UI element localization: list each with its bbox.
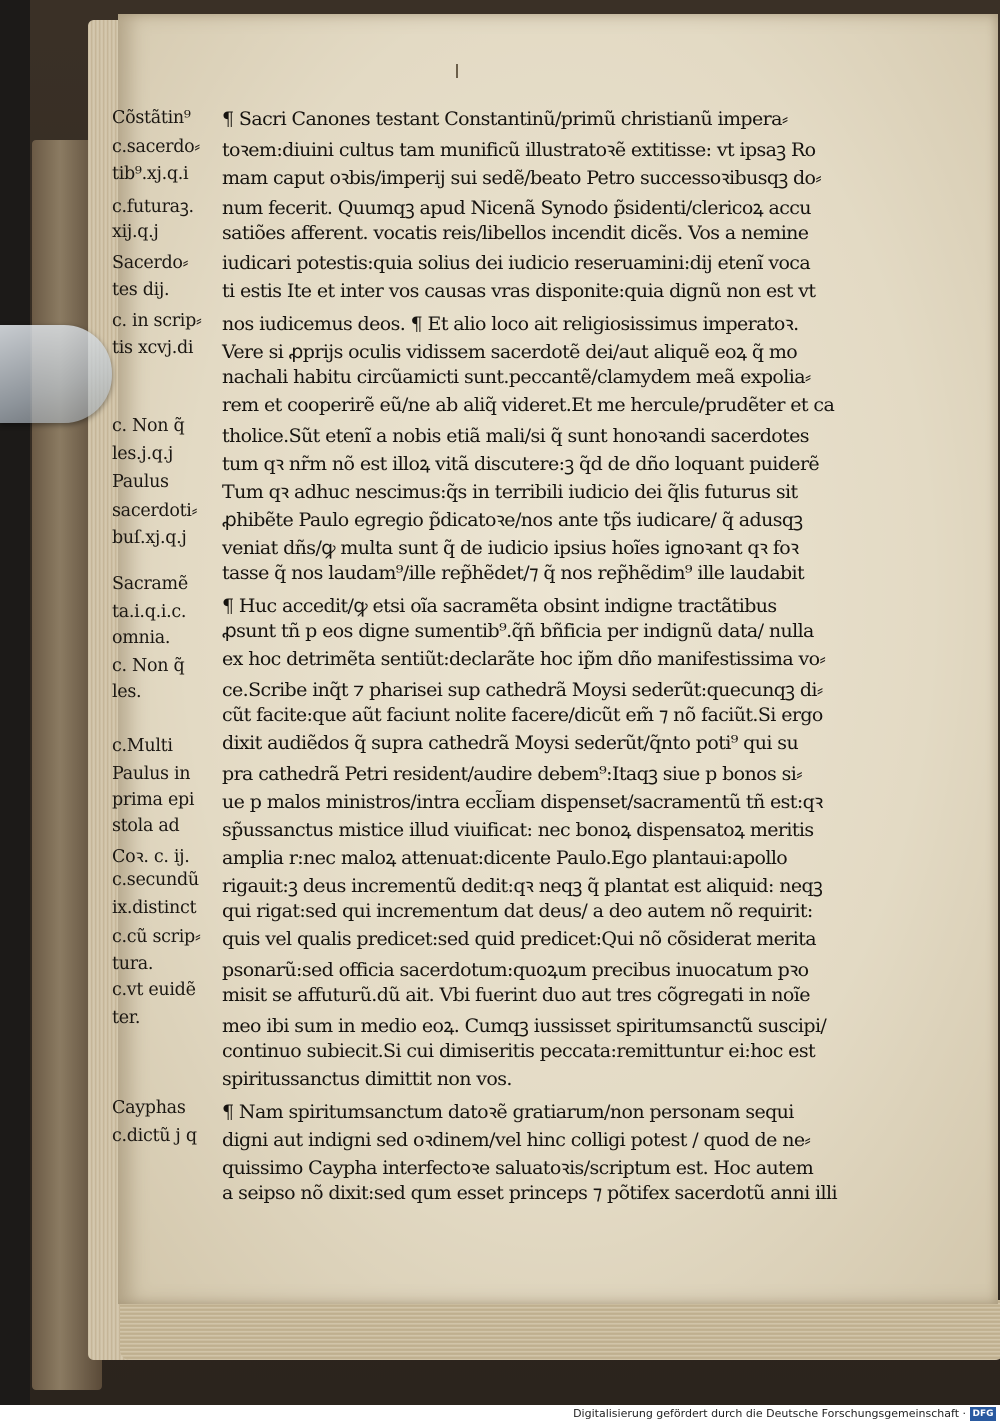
margin-note: tib⁹.xj.q.i: [112, 164, 189, 184]
page-mark: [456, 64, 458, 78]
text-line: quis vel qualis predicet:sed quid predicet:Qui nõ cõsiderat merita: [222, 928, 817, 950]
text-line: dixit audiẽdos q̃ supra cathedrã Moysi sederũt/q̃nto poti⁹ qui su: [222, 732, 799, 754]
text-line: misit se affuturũ.dũ ait. Vbi fuerint duo aut tres cõgregati in noĩe: [222, 984, 810, 1006]
red-library-stamp: [40, 810, 56, 865]
margin-note: Sacerdo⸗: [112, 253, 189, 273]
margin-note: Cõstãtin⁹: [112, 108, 191, 128]
text-line: ¶ Huc accedit/ꝙ etsi oĩa sacramẽta obsint indigne tractãtibus: [222, 595, 777, 617]
page-clip: [0, 325, 112, 423]
text-line: ti estis Ite et inter vos causas vras disponite:quia dignũ non est vt: [222, 280, 816, 302]
margin-note: c. Non q̃: [112, 656, 185, 676]
margin-note: c.futuraꝫ.: [112, 197, 194, 217]
margin-note: ter.: [112, 1008, 141, 1028]
margin-note: ta.i.q.i.c.: [112, 602, 187, 622]
text-line: veniat dñs/ꝙ multa sunt q̃ de iudicio ipsius hoĩes ignoꝛant qꝛ foꝛ: [222, 537, 799, 559]
margin-note: buſ.xj.q.j: [112, 528, 187, 548]
margin-note: sacerdoti⸗: [112, 501, 198, 521]
text-line: ex hoc detrimẽta sentiũt:declarãte hoc ip̃m dño manifestissima vo⸗: [222, 648, 826, 670]
text-line: satiões afferent. vocatis reis/libellos incendit dicẽs. Vos a nemine: [222, 222, 809, 244]
text-line: rem et cooperirẽ eũ/ne ab aliq̃ videret.Et me hercule/prudẽter et ca: [222, 394, 835, 416]
text-line: ce.Scribe inq̃t ⁊ pharisei sup cathedrã Moysi sederũt:quecunqꝫ di⸗: [222, 679, 823, 701]
text-line: toꝛem:diuini cultus tam munificũ illustratoꝛẽ extitisse: vt ipsaꝫ Ro: [222, 139, 816, 161]
text-line: mam caput oꝛbis/imperij sui sedẽ/beato Petro successoꝛibusqꝫ do⸗: [222, 167, 822, 189]
text-line: pra cathedrã Petri resident/audire debem⁹:Itaqꝫ siue p bonos si⸗: [222, 763, 802, 785]
margin-note: Cayphas: [112, 1098, 186, 1118]
page-edges-bottom: [120, 1300, 1000, 1360]
text-line: quissimo Caypha interfectoꝛe saluatoꝛis/scriptum est. Hoc autem: [222, 1157, 814, 1179]
margin-note: c.dictũ j q: [112, 1126, 197, 1146]
text-line: tasse q̃ nos laudam⁹/ille rep̃hẽdet/⁊ q̃ nos rep̃hẽdim⁹ ille laudabit: [222, 562, 805, 584]
margin-note: tis xcvj.di: [112, 338, 194, 358]
text-line: Vere si ꝓprijs oculis vidissem sacerdotẽ dei/aut aliquẽ eoꝝ q̃ mo: [222, 341, 798, 363]
text-line: spiritussanctus dimittit non vos.: [222, 1068, 512, 1090]
margin-note: tes dij.: [112, 280, 170, 300]
text-line: meo ibi sum in medio eoꝝ. Cumqꝫ iussisset spiritumsanctũ suscipi/: [222, 1015, 827, 1037]
text-line: digni aut indigni sed oꝛdinem/vel hinc colligi potest / quod de ne⸗: [222, 1129, 811, 1151]
margin-note: c. in scrip⸗: [112, 311, 202, 331]
margin-note: les.: [112, 682, 142, 702]
text-line: ꝓsunt tñ p eos digne sumentib⁹.q̃ñ bñficia per indignũ data/ nulla: [222, 620, 814, 642]
text-line: continuo subiecit.Si cui dimiseritis peccata:remittuntur ei:hoc est: [222, 1040, 816, 1062]
margin-note: stola ad: [112, 816, 180, 836]
text-line: nachali habitu circũamicti sunt.peccantẽ/clamydem meã expolia⸗: [222, 366, 811, 388]
margin-note: xij.q.j: [112, 222, 159, 242]
text-line: ꝓhibẽte Paulo egregio p̃dicatoꝛe/nos ante tp̃s iudicare/ q̃ adusqꝫ: [222, 509, 803, 531]
margin-note: les.j.q.j: [112, 444, 173, 464]
text-line: nos iudicemus deos. ¶ Et alio loco ait religiosissimus imperatoꝛ.: [222, 313, 799, 335]
text-line: rigauit:ꝫ deus incrementũ dedit:qꝛ neqꝫ q̃ plantat est aliquid: neqꝫ: [222, 875, 823, 897]
text-line: ¶ Sacri Canones testant Constantinũ/primũ christianũ impera⸗: [222, 108, 788, 130]
text-line: cũt facite:que aũt faciunt nolite facere/dicũt em̃ ⁊ nõ faciũt.Si ergo: [222, 704, 823, 726]
margin-note: omnia.: [112, 628, 171, 648]
margin-note: c.Multi: [112, 736, 173, 756]
margin-note: c.vt euidẽ: [112, 980, 196, 1000]
margin-note: c. Non q̃: [112, 416, 185, 436]
text-line: sp̃ussanctus mistice illud viuificat: nec bonoꝝ dispensatoꝝ meritis: [222, 819, 814, 841]
margin-note: Paulus in: [112, 764, 191, 784]
margin-note: tura.: [112, 954, 154, 974]
text-line: tholice.Sũt etenĩ a nobis etiã mali/si q̃ sunt honoꝛandi sacerdotes: [222, 425, 809, 447]
dfg-logo: DFG: [970, 1407, 996, 1421]
margin-note: prima epi: [112, 790, 195, 810]
text-line: tum qꝛ nr̃m nõ est illoꝝ vitã discutere:ꝫ q̃d de dño loquant puiderẽ: [222, 453, 820, 475]
text-line: psonarũ:sed officia sacerdotum:quoꝝum precibus inuocatum pꝛo: [222, 959, 809, 981]
margin-note: c.cũ scrip⸗: [112, 927, 201, 947]
funding-credit: Digitalisierung gefördert durch die Deutsche Forschungsgemeinschaft ·: [573, 1407, 966, 1420]
text-line: ¶ Nam spiritumsanctum datoꝛẽ gratiarum/non personam sequi: [222, 1101, 794, 1123]
text-line: Tum qꝛ adhuc nescimus:q̃s in terribili iudicio dei q̃lis futurus sit: [222, 481, 798, 503]
digitization-footer: [0, 1405, 1000, 1425]
margin-note: Sacramẽ: [112, 574, 188, 594]
text-line: a seipso nõ dixit:sed qum esset princeps ⁊ põtifex sacerdotũ anni illi: [222, 1182, 837, 1204]
text-line: iudicari potestis:quia solius dei iudicio reseruamini:dij etenĩ voca: [222, 252, 811, 274]
text-line: qui rigat:sed qui incrementum dat deus/ a deo autem nõ requirit:: [222, 900, 813, 922]
text-line: amplia r:nec maloꝝ attenuat:dicente Paulo.Ego plantaui:apollo: [222, 847, 788, 869]
margin-note: Coꝛ. c. ij.: [112, 847, 190, 867]
margin-note: c.secundũ: [112, 870, 199, 890]
margin-note: ix.distinct: [112, 898, 197, 918]
text-line: ue p malos ministros/intra eccl̃iam dispenset/sacramentũ tñ est:qꝛ: [222, 791, 823, 813]
text-line: num fecerit. Quumqꝫ apud Nicenã Synodo p̃sidenti/clericoꝝ accu: [222, 197, 811, 219]
margin-note: c.sacerdo⸗: [112, 137, 200, 157]
margin-note: Paulus: [112, 472, 169, 492]
